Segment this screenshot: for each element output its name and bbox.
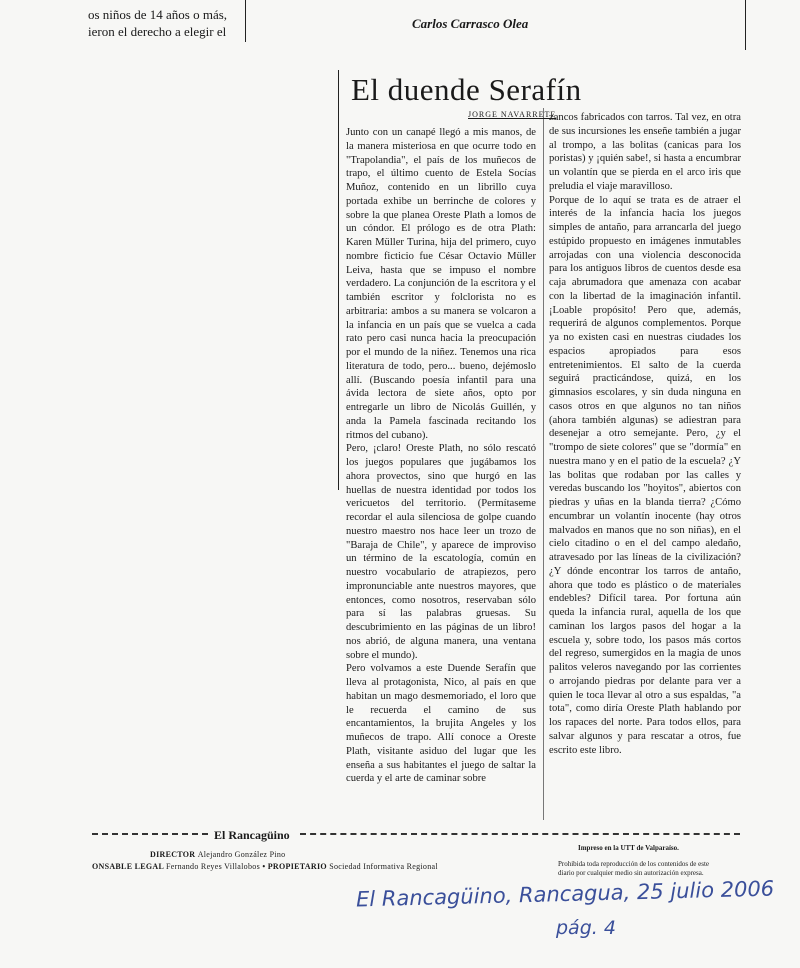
rights-note-2: diario por cualquier medio sin autorización expresa. [558, 869, 704, 877]
handwritten-source-note: El Rancagüino, Rancagua, 25 julio 2006 [355, 876, 775, 912]
masthead-rule-left [92, 833, 208, 835]
director-name: Alejandro González Pino [197, 850, 286, 859]
article-left-rule [338, 70, 339, 490]
handwritten-page-note: pág. 4 [556, 917, 616, 939]
column-divider [543, 108, 544, 820]
top-right-divider [745, 0, 746, 50]
column1-paragraph-1: Junto con un canapé llegó a mis manos, de la manera misteriosa en que ocurre todo en "Trapolandia", el país de los muñecos de trapo, el último cuento de Estela Socías Muñoz, contenido en un librillo cuya portada exhibe un berrinche de colores y sobre la que planea Oreste Plath a lomos de un cóndor. El prólogo es de otra Plath: Karen Müller Turina, hija del primero, cuyo nombre ficticio fue César Octavio Müller Leiva, hasta que se impuso el nombre verdadero. La conjunción de la escritora y el también escritor y folclorista no es arbitraria: ambos a su manera se volcaron a la infancia en un país que se vuelca a cada rato pero casi nunca hacia la preocupación por el mundo de la niñez. Tenemos una rica literatura de todo, pero... bueno, dejémoslo allí. (Buscando poesía infantil para una ávida lectora de siete años, opto por entregarle un libro de Nicolás Guillén, y anda la Pamela fascinada recitando los ritmos del cubano). [346, 127, 536, 441]
masthead-responsable: ONSABLE LEGAL Fernando Reyes Villalobos • PROPIETARIO Sociedad Informativa Regional [92, 862, 438, 871]
column2-paragraph-2: Porque de lo aquí se trata es de atraer el interés de la infancia hacia los juegos simples de antaño, para arrancarla del juego estúpido propuesto en imágenes inmutables arrojadas con una violencia desconocida para los antiguos libros de cuentos desde esa caja abrumadora que amenaza con acabar con la libertad de la imaginación infantil. ¡Loable propósito! Pero que, además, requerirá de algunos complementos. Porque ya no existen casi en nuestras ciudades los espacios apropiados para esos entretenimientos. El salto de la cuerda seguirá practicándose, quizá, en los gimnasios escolares, y sin duda ninguna en casos otros en que algunos no tan niños (ahora también algunas) se adiestran para desenejar a otro semejante. Pero, ¿y el "trompo de siete colores" que se "dormía" en nuestra mano y en el patio de la escuela? ¿Y las bolitas que rodaban por las calles y veredas buscando los "hoyitos", abiertos con piedras y uñas en la blanda tierra? ¿Cómo encumbrar un volantín inocente (hay otros malvados en manos que no son niñas), en el cielo citadino o en el del campo aledaño, atravesado por las líneas de la civilización? ¿Y dónde encontrar los tarros de antaño, ahora que todo es plástico o de materiales endebles? Difícil tarea. Por fortuna aún queda la infancia rural, aquella de los que caminan los largos pasos del hogar a la escuela y, sobre todo, los pasos más cortos del regreso, sumergidos en la magia de unos palitos veleros navegando por las corrientes o arrojando piedras por delante para ver a quien le toca llevar al otro a sus espaldas, "a tota", como diría Oreste Plath hablando por los rapaces del norte. Para todos ellos, para salvar algunos y para rescatar a otros, fue escrito este libro. [549, 194, 741, 756]
previous-article-fragment [88, 6, 238, 40]
propietario-name: Sociedad Informativa Regional [329, 862, 438, 871]
propietario-label: PROPIETARIO [267, 862, 327, 871]
fragment-line-1: os niños de 14 años o más, [88, 7, 228, 22]
top-divider [245, 0, 246, 42]
masthead-rule-right [300, 833, 740, 835]
column1-paragraph-3: Pero volvamos a este Duende Serafín que lleva al protagonista, Nico, al país en que habitan un mago desmemoriado, el loro que le recuerda el camino de sus encantamientos, la brujita Angeles y los muñecos de trapo. Allí conoce a Oreste Plath, visitante asiduo del lugar que les enseña a sus habitantes el juego de saltar la cuerda y el arte de caminar sobre [346, 663, 536, 785]
article-author: JORGE NAVARRETE [468, 110, 557, 119]
fragment-line-2: ieron el derecho a elegir el [88, 24, 227, 39]
responsable-label: ONSABLE LEGAL [92, 862, 164, 871]
masthead-paper-name: El Rancagüino [214, 828, 290, 842]
director-label: DIRECTOR [150, 850, 196, 859]
top-byline: Carlos Carrasco Olea [412, 16, 529, 31]
column2-paragraph-1: zancos fabricados con tarros. Tal vez, en otra de sus incursiones les enseñe también a jugar al trompo, a las bolitas (canicas para los poristas) y ¡quién sabe!, si hasta a encumbrar un volantín que se pierda en el arco iris que preludia el viaje maravilloso. [549, 112, 741, 192]
print-note: Impreso en la UTT de Valparaíso. [578, 844, 679, 852]
responsable-name: Fernando Reyes Villalobos [166, 862, 260, 871]
column1-paragraph-2: Pero, ¡claro! Oreste Plath, no sólo rescató los juegos populares que jugábamos los ahora provectos, sino que hurgó en las huellas de nuestra identidad por todos los vericuetos del territorio. (Permítaseme recordar el aula silenciosa de golpe cuando nuestro maestro nos hace leer un trozo de "Baraja de Chile", y aparece de improviso un término de la escatología, común en nuestro vocabulario de atrapiezos, pero impronunciable ante nuestros mayores, que entonces, como nosotros, reservaban sólo para sí las palabras gruesas. Su descubrimiento en las páginas de un libro! nos abrió, de alguna manera, una ventana sobre el mundo). [346, 443, 536, 661]
masthead-director [150, 850, 285, 859]
article-column-2 [549, 111, 741, 757]
article-column-1 [346, 126, 536, 786]
article-title: El duende Serafín [351, 72, 582, 107]
rights-note-1: Prohibida toda reproducción de los contenidos de este [558, 860, 710, 868]
